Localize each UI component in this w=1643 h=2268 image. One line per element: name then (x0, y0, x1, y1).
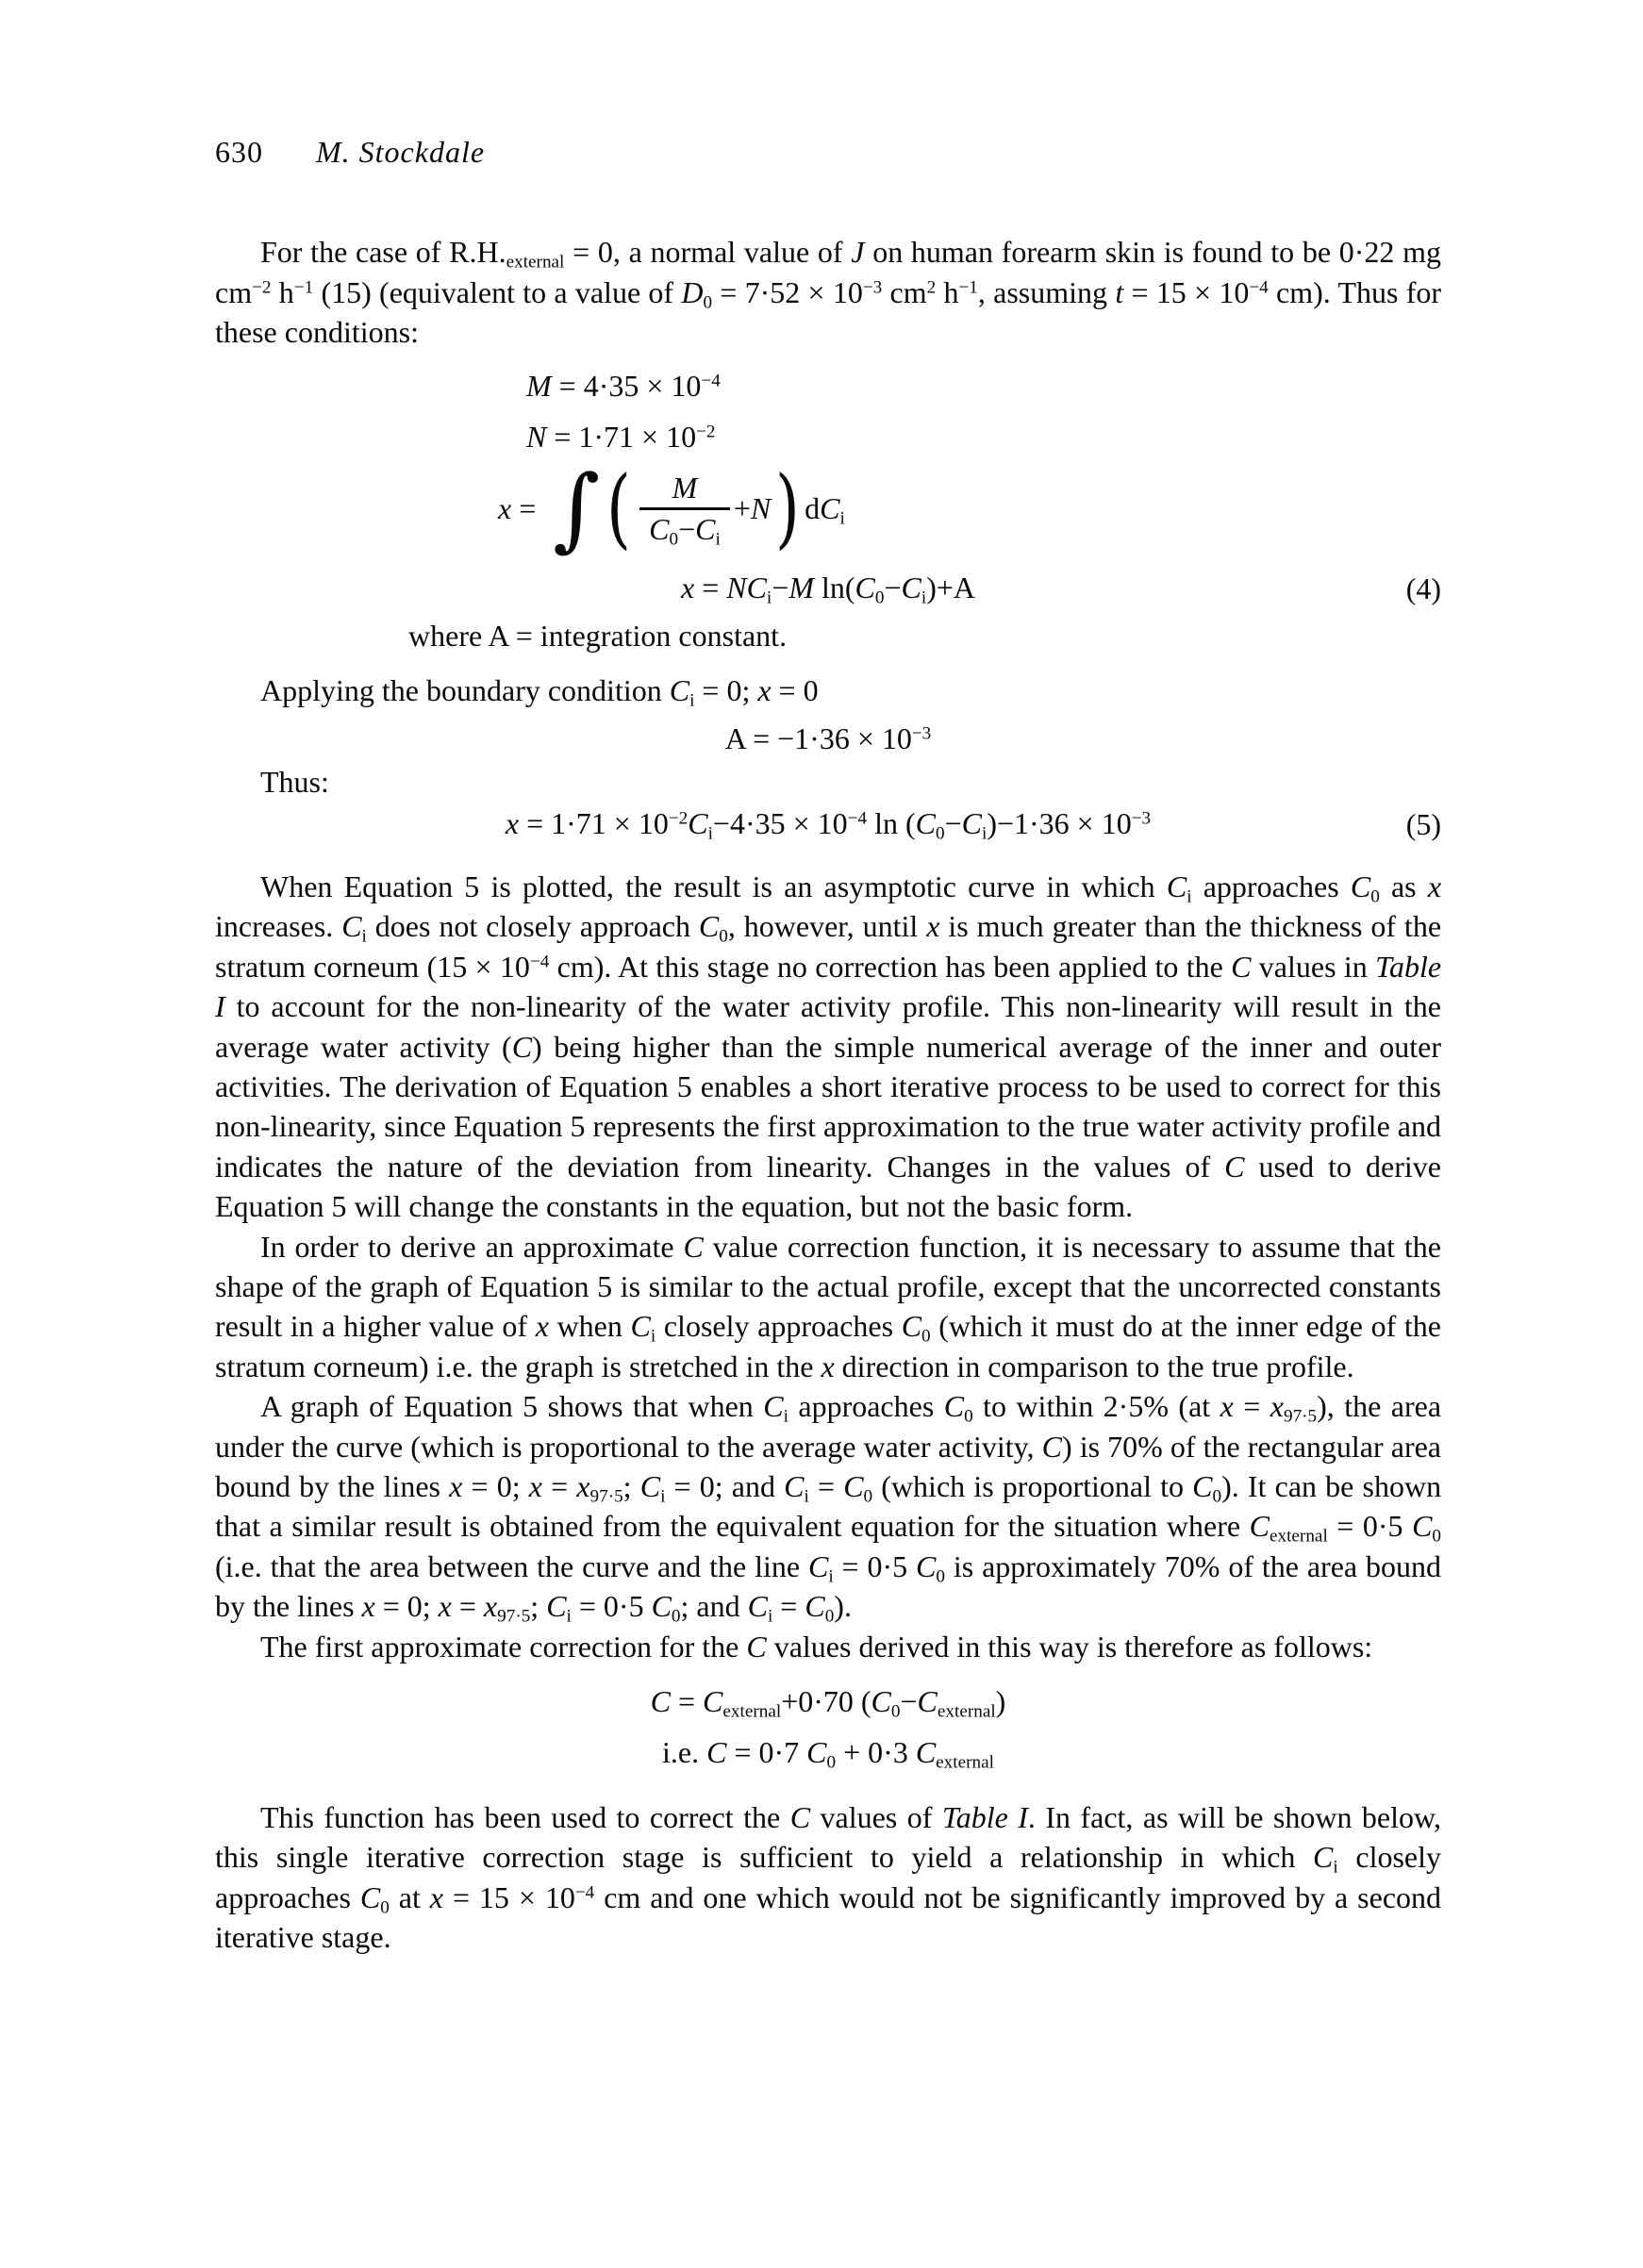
paragraph-boundary-condition: Applying the boundary condition $C_i = 0$; x = 0 (260, 673, 819, 711)
equation-5 (215, 803, 1441, 843)
paragraph-conditions: For the case of $R.H._{external} = 0$, a normal value of J on human forearm skin is found to be 0·22 mg $cm^{-2}$ $h^{-1}$ (15) (equivalent to a value of $D_0 = 7\cdot 52 \times 10^{-3}$ $cm^2$ $h^{-1}$, assuming $t = 15 \times 10^{-4}$ cm). Thus for these conditions: (215, 235, 1442, 350)
paragraph-graph: A graph of Equation 5 shows that when $C_i$ approaches $C_0$ to within 2·5% (at $x = x_{97\cdot 5}$), the area under the curve (which is proportional to the average water activity, C) is 70% of the rectangular area bound by the lines x = 0; $x = x_{97\cdot 5}$; $C_i = 0$; and $C_i = C_0$ (which is proportional to $C_0$). It can be shown that a similar result is obtained from the equivalent equation for the situation where $C_{external} = 0\cdot 5$ $C_0$ (i.e. that the area between the curve and the line $C_i = 0\cdot 5$ $C_0$ is approximately 70% of the area bound by the lines x = 0; $x = x_{97\cdot 5}$; $C_i = 0\cdot 5$ $C_0$; and $C_i = C_0$). (215, 1389, 1442, 1627)
where-clause: where A = integration constant. (408, 618, 788, 653)
equation-a-value: $A = -1\cdot 36 \times 10^{-3}$ (724, 720, 932, 755)
open-paren: ( (606, 457, 632, 559)
integral-differential: $dC_i$ (805, 491, 845, 529)
paragraph-first-correction: The first approximate correction for the C values derived in this way is therefore as follows: (260, 1629, 1373, 1664)
equation-4 (215, 568, 1441, 607)
fraction (639, 471, 730, 550)
integral-lhs: x = (498, 491, 544, 526)
equation-m: $M = 4\cdot 35 \times 10^{-4}$ (526, 368, 721, 403)
page-number: 630 (215, 135, 263, 169)
equation-correction-1: $C = C_{external}+0\cdot 70$ $(C_0-C_{external})$ (650, 1684, 1006, 1722)
equation-5-body: $x = 1\cdot 71 \times 10^{-2}C_i-4\cdot 35 \times 10^{-4}$ $\ln (C_0-C_i)-1\cdot 36 \times 10^{-3}$ (505, 806, 1152, 844)
equation-4-body: $x = NC_i-M$ $\ln(C_0-C_i)+A$ (680, 571, 975, 608)
equation-4-number: (4) (1405, 571, 1441, 605)
integral-sign: ∫ (553, 455, 601, 562)
equation-correction-2: i.e. C = 0·7 $C_0 + 0\cdot 3$ $C_{external}$ (662, 1735, 994, 1773)
close-paren: ) (775, 457, 801, 559)
paragraph-derivation: In order to derive an approximate C value correction function, it is necessary to assume that the shape of the graph of Equation 5 is similar to the actual profile, except that the uncorrected constants result in a higher value of x when $C_i$ closely approaches $C_0$ (which it must do at the inner edge of the stratum corneum) i.e. the graph is stretched in the x direction in comparison to the true profile. (215, 1229, 1442, 1383)
integral-plus-n: +N (733, 491, 772, 526)
equation-n: $N = 1\cdot 71 \times 10^{-2}$ (526, 420, 716, 455)
equation-5-number: (5) (1405, 806, 1441, 841)
running-author: M. Stockdale (316, 135, 486, 169)
equation-integral (498, 456, 1441, 560)
fraction-denominator: $C_0-C_i$ (649, 511, 721, 550)
paragraph-plotting: When Equation 5 is plotted, the result is an asymptotic curve in which $C_i$ approaches $C_0$ as x increases. $C_i$ does not closely approach $C_0$, however, until x is much greater than the thickness of the stratum corneum ($15 \times 10^{-4}$ cm). At this stage no correction has been applied to the C values in Table I to account for the non-linearity of the water activity profile. This non-linearity will result in the average water activity (C) being higher than the simple numerical average of the inner and outer activities. The derivation of Equation 5 enables a short iterative process to be used to correct for this non-linearity, since Equation 5 represents the first approximation to the true water activity profile and indicates the nature of the deviation from linearity. Changes in the values of C used to derive Equation 5 will change the constants in the equation, but not the basic form. (215, 869, 1442, 1224)
running-head (215, 0, 1441, 172)
thus-label: Thus: (260, 765, 329, 800)
paragraph-conclusion: This function has been used to correct the C values of Table I. In fact, as will be shown below, this single iterative correction stage is sufficient to yield a relationship in which $C_i$ closely approaches $C_0$ at $x = 15 \times 10^{-4}$ cm and one which would not be significantly improved by a second iterative stage. (215, 1799, 1442, 1955)
fraction-numerator: M (639, 471, 730, 510)
text-column (215, 0, 1441, 1957)
